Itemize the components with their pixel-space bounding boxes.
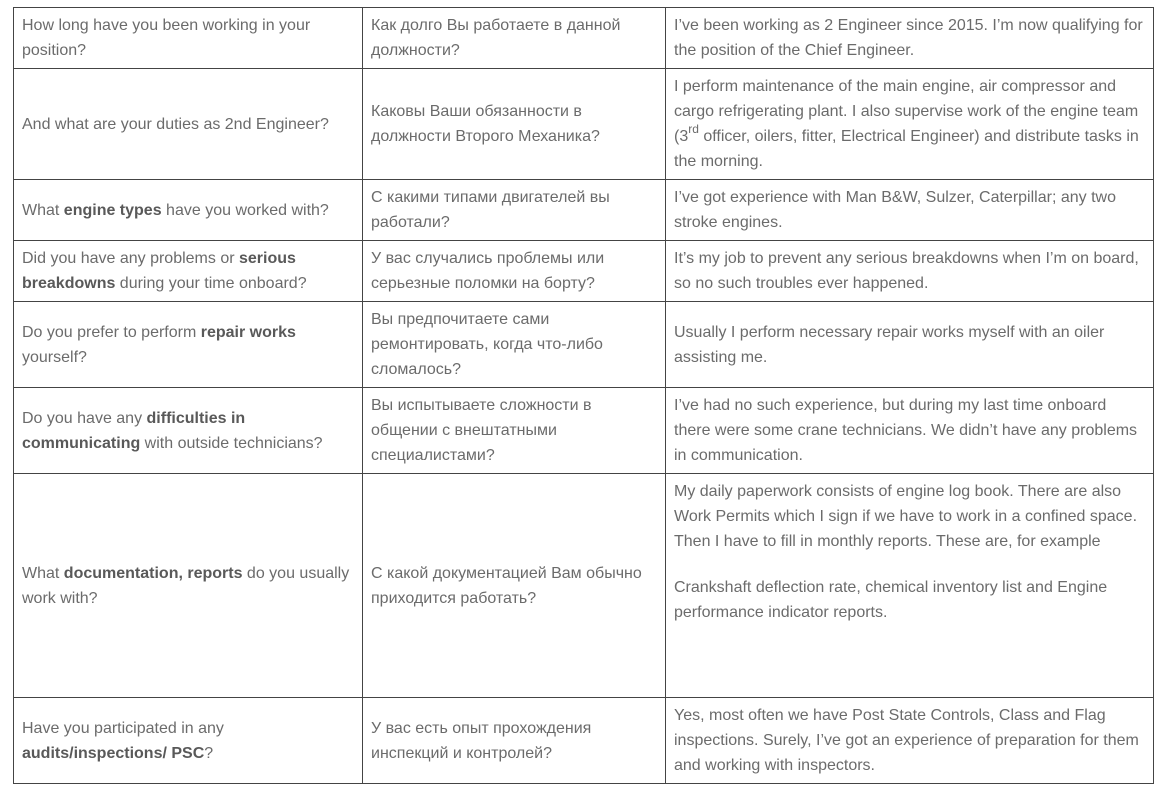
question-en	[14, 474, 363, 698]
question-en-text: What	[22, 564, 64, 582]
question-en	[14, 302, 363, 388]
question-en-text: do you usually work with?	[22, 564, 350, 607]
question-keyword: audits/inspections/ PSC	[22, 744, 205, 762]
answer: It’s my job to prevent any serious breakdowns when I’m on board, so no such troubles ever happened.	[666, 241, 1154, 302]
question-en	[14, 180, 363, 241]
question-en-text: Did you have any problems or	[22, 250, 239, 267]
question-en	[14, 388, 363, 474]
table-row	[14, 8, 1154, 69]
question-en	[14, 241, 363, 302]
table-row	[14, 69, 1154, 180]
answer	[666, 474, 1154, 698]
question-en-text: What	[22, 201, 64, 219]
question-en-text: ?	[204, 744, 214, 762]
question-en-text: And what are your duties as 2nd Engineer?	[22, 115, 329, 133]
question-en	[14, 69, 363, 180]
table-row	[14, 241, 1154, 302]
table-row	[14, 388, 1154, 474]
interview-qa-table	[13, 7, 1154, 784]
question-ru: Вы испытываете сложности в общении с внештатными специалистами?	[363, 388, 666, 474]
question-ru: Каковы Ваши обязанности в должности Второго Механика?	[363, 69, 666, 180]
table-row	[14, 698, 1154, 784]
answer-paragraph: Crankshaft deflection rate, chemical inventory list and Engine performance indicator reports.	[674, 579, 1108, 621]
question-en-text: Do you prefer to perform	[22, 323, 201, 341]
question-ru: У вас есть опыт прохождения инспекций и контролей?	[363, 698, 666, 784]
question-ru: Как долго Вы работаете в данной должности?	[363, 8, 666, 69]
answer	[666, 69, 1154, 180]
answer: I’ve got experience with Man B&W, Sulzer, Caterpillar; any two stroke engines.	[666, 180, 1154, 241]
answer: Usually I perform necessary repair works myself with an oiler assisting me.	[666, 302, 1154, 388]
question-en-text: have you worked with?	[161, 201, 329, 219]
table-row	[14, 302, 1154, 388]
question-en-text: during your time onboard?	[115, 275, 307, 292]
answer: Yes, most often we have Post State Controls, Class and Flag inspections. Surely, I’ve got an experience of preparation for them and working with inspectors.	[666, 698, 1154, 784]
question-ru: У вас случались проблемы или серьезные поломки на борту?	[363, 241, 666, 302]
question-en-text: Do you have any	[22, 409, 147, 427]
table-row	[14, 474, 1154, 698]
question-en	[14, 698, 363, 784]
answer-text: officer, oilers, fitter, Electrical Engineer) and distribute tasks in the morning.	[674, 128, 1139, 170]
question-en-text: yourself?	[22, 348, 87, 366]
answer: I’ve had no such experience, but during my last time onboard there were some crane technicians. We didn’t have any problems in communication.	[666, 388, 1154, 474]
question-ru: Вы предпочитаете сами ремонтировать, когда что-либо сломалось?	[363, 302, 666, 388]
table-row	[14, 180, 1154, 241]
question-keyword: documentation, reports	[63, 564, 243, 582]
question-keyword: engine types	[63, 201, 162, 219]
question-en-text: with outside technicians?	[140, 434, 323, 452]
question-en	[14, 8, 363, 69]
answer-paragraph: My daily paperwork consists of engine log book. There are also Work Permits which I sign if we have to work in a confined space. Then I have to fill in monthly reports. These are, for example	[674, 483, 1138, 550]
answer-text: I perform maintenance of the main engine, air compressor and cargo refrigerating plant. I also supervise work of the engine team (3	[674, 78, 1139, 145]
question-keyword: serious breakdowns	[22, 250, 296, 292]
answer: I’ve been working as 2 Engineer since 2015. I’m now qualifying for the position of the Chief Engineer.	[666, 8, 1154, 69]
question-keyword: repair works	[200, 323, 296, 341]
question-en-text: How long have you been working in your position?	[22, 17, 311, 59]
question-ru: С какой документацией Вам обычно приходится работать?	[363, 474, 666, 698]
ordinal-superscript: rd	[688, 121, 699, 136]
question-keyword: difficulties in communicating	[22, 409, 246, 452]
question-en-text: Have you participated in any	[22, 719, 224, 737]
question-ru: С какими типами двигателей вы работали?	[363, 180, 666, 241]
